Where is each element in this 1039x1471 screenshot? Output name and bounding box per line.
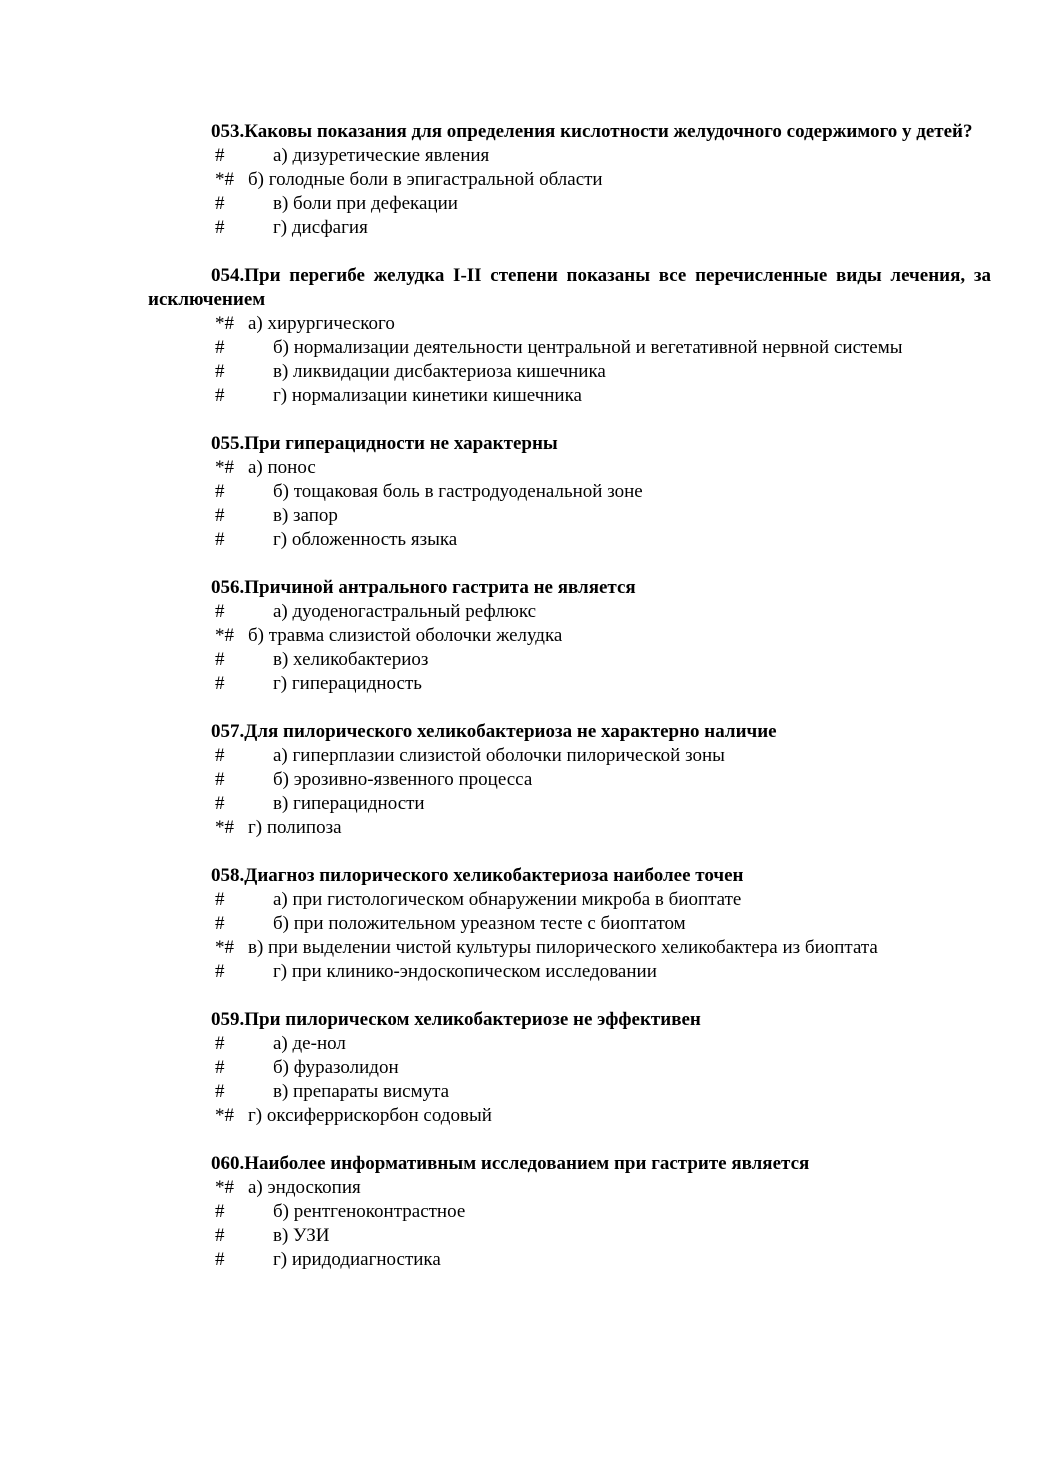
answer-text: б) травма слизистой оболочки желудка [248,625,563,646]
question-title: 060.Наиболее информативным исследованием при гастрите является [211,1153,810,1174]
answer-marker: # [215,889,225,910]
answer-marker: # [215,361,225,382]
answer-option [0,648,1039,672]
answer-text: в) УЗИ [273,1225,330,1246]
answer-option [0,672,1039,696]
answer-text: г) гиперацидность [273,673,422,694]
answer-option [0,1224,1039,1248]
answer-marker: # [215,217,225,238]
question-060 [0,1152,1039,1272]
answer-list [0,1032,1039,1128]
answer-marker: *# [215,1105,234,1126]
answer-marker: # [215,745,225,766]
answer-text: в) при выделении чистой культуры пилорического хеликобактера из биоптата [248,937,878,958]
answer-marker: *# [215,313,234,334]
answer-marker: *# [215,169,234,190]
answer-option [0,600,1039,624]
answer-option-correct [0,456,1039,480]
answer-list [0,888,1039,984]
answer-marker: # [215,1225,225,1246]
answer-option [0,336,1039,360]
answer-marker: *# [215,457,234,478]
answer-marker: *# [215,817,234,838]
answer-text: в) боли при дефекации [273,193,458,214]
answer-text: б) при положительном уреазном тесте с биоптатом [273,913,686,934]
answer-option [0,1080,1039,1104]
answer-option [0,1200,1039,1224]
answer-marker: # [215,601,225,622]
answer-marker: # [215,1033,225,1054]
answer-option [0,216,1039,240]
answer-option [0,1032,1039,1056]
answer-option [0,912,1039,936]
answer-option [0,1248,1039,1272]
answer-option-correct [0,1176,1039,1200]
answer-text: г) обложенность языка [273,529,458,550]
answer-text: г) нормализации кинетики кишечника [273,385,582,406]
answer-option [0,480,1039,504]
answer-option [0,768,1039,792]
answer-list [0,1176,1039,1272]
question-056 [0,576,1039,696]
question-title: 053.Каковы показания для определения кислотности желудочного содержимого у детей? [211,121,973,142]
answer-text: а) хирургического [248,313,395,334]
document-page [0,120,1039,1272]
answer-marker: # [215,337,225,358]
answer-text: в) ликвидации дисбактериоза кишечника [273,361,606,382]
answer-option-correct [0,816,1039,840]
spacer [0,408,1039,432]
question-058 [0,864,1039,984]
question-055 [0,432,1039,552]
answer-marker: # [215,913,225,934]
answer-text: г) полипоза [248,817,342,838]
answer-text: в) гиперацидности [273,793,425,814]
answer-option [0,360,1039,384]
spacer [0,1128,1039,1152]
answer-marker: # [215,145,225,166]
answer-list [0,456,1039,552]
spacer [0,240,1039,264]
question-057 [0,720,1039,840]
answer-text: г) при клинико-эндоскопическом исследовании [273,961,657,982]
question-title: 054.При перегибе желудка I-II степени показаны все перечисленные виды лечения, за исключением [148,265,991,310]
answer-text: в) запор [273,505,338,526]
spacer [0,984,1039,1008]
question-title: 059.При пилорическом хеликобактериозе не эффективен [211,1009,701,1030]
answer-text: а) дуоденогастральный рефлюкс [273,601,537,622]
answer-text: а) де-нол [273,1033,346,1054]
answer-text: а) понос [248,457,316,478]
spacer [0,552,1039,576]
answer-marker: # [215,505,225,526]
answer-text: а) гиперплазии слизистой оболочки пилорической зоны [273,745,725,766]
answer-text: б) нормализации деятельности центральной и вегетативной нервной системы [273,337,903,358]
answer-marker: # [215,1057,225,1078]
answer-marker: # [215,649,225,670]
question-053 [0,120,1039,240]
answer-option-correct [0,1104,1039,1128]
answer-text: а) эндоскопия [248,1177,361,1198]
answer-option [0,144,1039,168]
answer-marker: # [215,1249,225,1270]
spacer [0,840,1039,864]
answer-text: а) дизуретические явления [273,145,490,166]
answer-option [0,888,1039,912]
answer-option [0,1056,1039,1080]
answer-marker: *# [215,625,234,646]
answer-option [0,384,1039,408]
answer-text: б) голодные боли в эпигастральной области [248,169,603,190]
answer-option [0,192,1039,216]
answer-marker: # [215,193,225,214]
answer-text: в) препараты висмута [273,1081,450,1102]
answer-list [0,600,1039,696]
answer-marker: # [215,385,225,406]
answer-option [0,744,1039,768]
answer-text: б) эрозивно-язвенного процесса [273,769,533,790]
answer-marker: *# [215,1177,234,1198]
answer-option-correct [0,936,1039,960]
answer-marker: # [215,1201,225,1222]
answer-marker: # [215,961,225,982]
question-title: 056.Причиной антрального гастрита не является [211,577,636,598]
answer-marker: # [215,673,225,694]
answer-option-correct [0,168,1039,192]
question-title: 057.Для пилорического хеликобактериоза не характерно наличие [211,721,777,742]
answer-marker: *# [215,937,234,958]
answer-text: в) хеликобактериоз [273,649,429,670]
answer-option-correct [0,312,1039,336]
answer-text: б) тощаковая боль в гастродуоденальной зоне [273,481,643,502]
answer-text: б) рентгеноконтрастное [273,1201,466,1222]
answer-text: г) дисфагия [273,217,368,238]
answer-text: б) фуразолидон [273,1057,399,1078]
answer-list [0,312,1039,408]
answer-text: г) иридодиагностика [273,1249,441,1270]
answer-list [0,744,1039,840]
answer-marker: # [215,1081,225,1102]
question-054 [0,264,1039,408]
question-059 [0,1008,1039,1128]
answer-marker: # [215,793,225,814]
question-title: 058.Диагноз пилорического хеликобактериоза наиболее точен [211,865,744,886]
answer-marker: # [215,481,225,502]
question-title: 055.При гиперацидности не характерны [211,433,558,454]
answer-option-correct [0,624,1039,648]
answer-option [0,792,1039,816]
answer-text: а) при гистологическом обнаружении микроба в биоптате [273,889,742,910]
answer-marker: # [215,769,225,790]
answer-marker: # [215,529,225,550]
answer-text: г) оксиферрискорбон содовый [248,1105,492,1126]
answer-option [0,960,1039,984]
spacer [0,696,1039,720]
answer-list [0,144,1039,240]
answer-option [0,528,1039,552]
answer-option [0,504,1039,528]
